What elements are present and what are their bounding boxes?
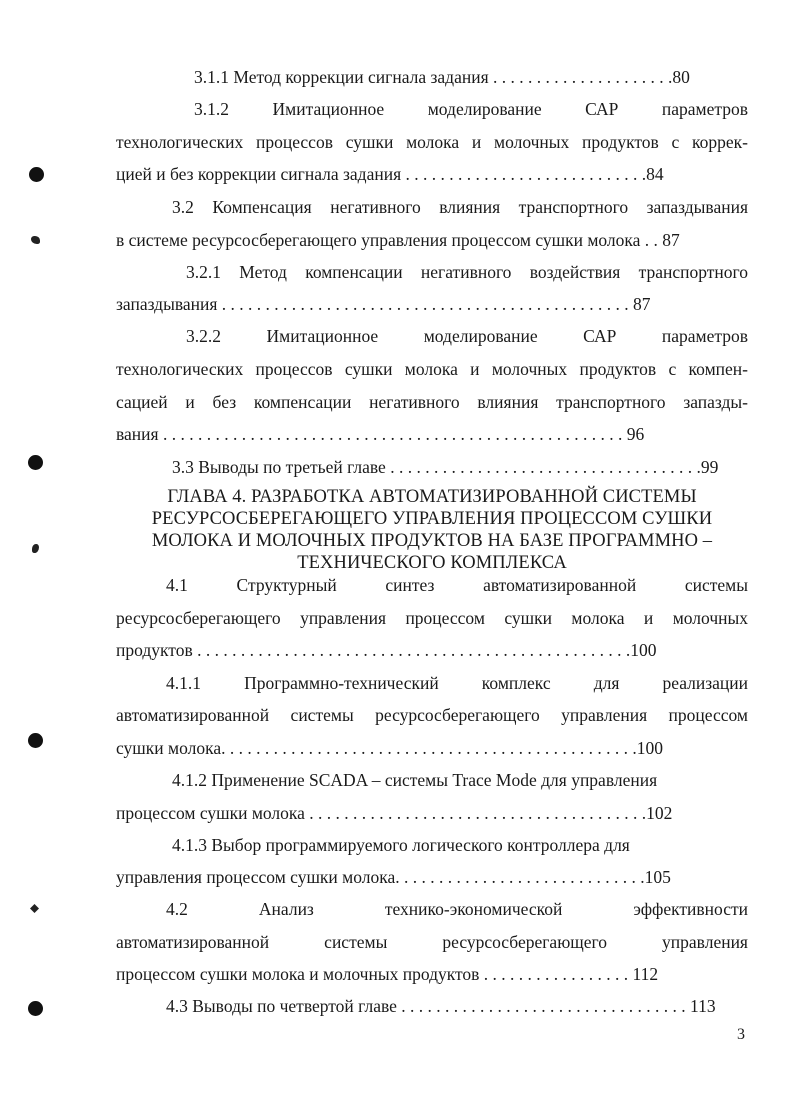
- chapter-4-heading-line3: МОЛОКА И МОЛОЧНЫХ ПРОДУКТОВ НА БАЗЕ ПРОГРАММНО –: [151, 531, 713, 551]
- toc-entry-4-1-3-line1: 4.1.3 Выбор программируемого логического контроллера для: [172, 835, 630, 855]
- toc-entry-3-2-1-line1: 3.2.1 Метод компенсации негативного воздействия транспортного: [186, 262, 748, 282]
- binder-hole-dot: [29, 167, 44, 182]
- binder-hole-dot: [28, 1001, 43, 1016]
- toc-entry-3-1-1: 3.1.1 Метод коррекции сигнала задания . . . . . . . . . . . . . . . . . . . . .80: [194, 67, 690, 87]
- toc-entry-4-2-line1: 4.2 Анализ технико-экономической эффективности: [166, 899, 748, 919]
- toc-entry-4-1-1-line3: сушки молока. . . . . . . . . . . . . . . . . . . . . . . . . . . . . . . . . . . . . . . . . . . . . . . .100: [116, 738, 663, 758]
- toc-entry-3-2-line1: 3.2 Компенсация негативного влияния транспортного запаздывания: [172, 197, 748, 217]
- chapter-4-heading-line4: ТЕХНИЧЕСКОГО КОМПЛЕКСА: [297, 553, 567, 573]
- toc-entry-3-2-line2: в системе ресурсосберегающего управления процессом сушки молока . . 87: [116, 230, 680, 250]
- toc-entry-3-2-2-line3: сацией и без компенсации негативного влияния транспортного запазды-: [116, 392, 748, 412]
- toc-entry-3-1-2-line3: цией и без коррекции сигнала задания . . . . . . . . . . . . . . . . . . . . . . . . . . . .84: [116, 164, 664, 184]
- toc-entry-3-1-2-line2: технологических процессов сушки молока и молочных продуктов с коррек-: [116, 132, 748, 152]
- binder-hole-dot: [28, 455, 43, 470]
- scan-mark: [32, 544, 39, 553]
- toc-entry-4-3: 4.3 Выводы по четвертой главе . . . . . . . . . . . . . . . . . . . . . . . . . . . . . . . . . 113: [166, 996, 716, 1016]
- binder-hole-dot: [28, 733, 43, 748]
- toc-entry-4-1-2-line1: 4.1.2 Применение SCADA – системы Trace Mode для управления: [172, 770, 658, 790]
- toc-entry-4-2-line3: процессом сушки молока и молочных продуктов . . . . . . . . . . . . . . . . . 112: [116, 964, 659, 984]
- toc-entry-3-2-2-line4: вания . . . . . . . . . . . . . . . . . . . . . . . . . . . . . . . . . . . . . . . . . . . . . . . . . . . . . 96: [116, 424, 645, 444]
- toc-entry-3-1-2-line1: 3.1.2 Имитационное моделирование САР параметров: [194, 99, 748, 119]
- toc-entry-4-1-1-line1: 4.1.1 Программно-технический комплекс для реализации: [166, 673, 748, 693]
- toc-entry-4-1-1-line2: автоматизированной системы ресурсосберегающего управления процессом: [116, 705, 748, 725]
- toc-entry-4-1-line2: ресурсосберегающего управления процессом сушки молока и молочных: [116, 608, 748, 628]
- toc-entry-4-1-line1: 4.1 Структурный синтез автоматизированной системы: [166, 575, 748, 595]
- chapter-4-heading-line2: РЕСУРСОСБЕРЕГАЮЩЕГО УПРАВЛЕНИЯ ПРОЦЕССОМ СУШКИ: [151, 509, 713, 529]
- toc-entry-4-1-line3: продуктов . . . . . . . . . . . . . . . . . . . . . . . . . . . . . . . . . . . . . . . . . . . . . . . . . .100: [116, 640, 657, 660]
- toc-entry-4-1-3-line2: управления процессом сушки молока. . . . . . . . . . . . . . . . . . . . . . . . . . . . .105: [116, 867, 671, 887]
- toc-entry-4-2-line2: автоматизированной системы ресурсосберегающего управления: [116, 932, 748, 952]
- toc-entry-3-3: 3.3 Выводы по третьей главе . . . . . . . . . . . . . . . . . . . . . . . . . . . . . . . . . . . .99: [172, 457, 719, 477]
- scan-mark: [31, 236, 40, 244]
- toc-entry-3-2-2-line1: 3.2.2 Имитационное моделирование САР параметров: [186, 326, 748, 346]
- page-number: 3: [737, 1026, 745, 1043]
- scan-mark: [30, 904, 39, 913]
- toc-entry-3-2-1-line2: запаздывания . . . . . . . . . . . . . . . . . . . . . . . . . . . . . . . . . . . . . . . . . . . . . . . 87: [116, 294, 651, 314]
- toc-entry-3-2-2-line2: технологических процессов сушки молока и молочных продуктов с компен-: [116, 359, 748, 379]
- chapter-4-heading-line1: ГЛАВА 4. РАЗРАБОТКА АВТОМАТИЗИРОВАННОЙ СИСТЕМЫ: [167, 487, 697, 507]
- toc-entry-4-1-2-line2: процессом сушки молока . . . . . . . . . . . . . . . . . . . . . . . . . . . . . . . . . . . . . . .102: [116, 803, 673, 823]
